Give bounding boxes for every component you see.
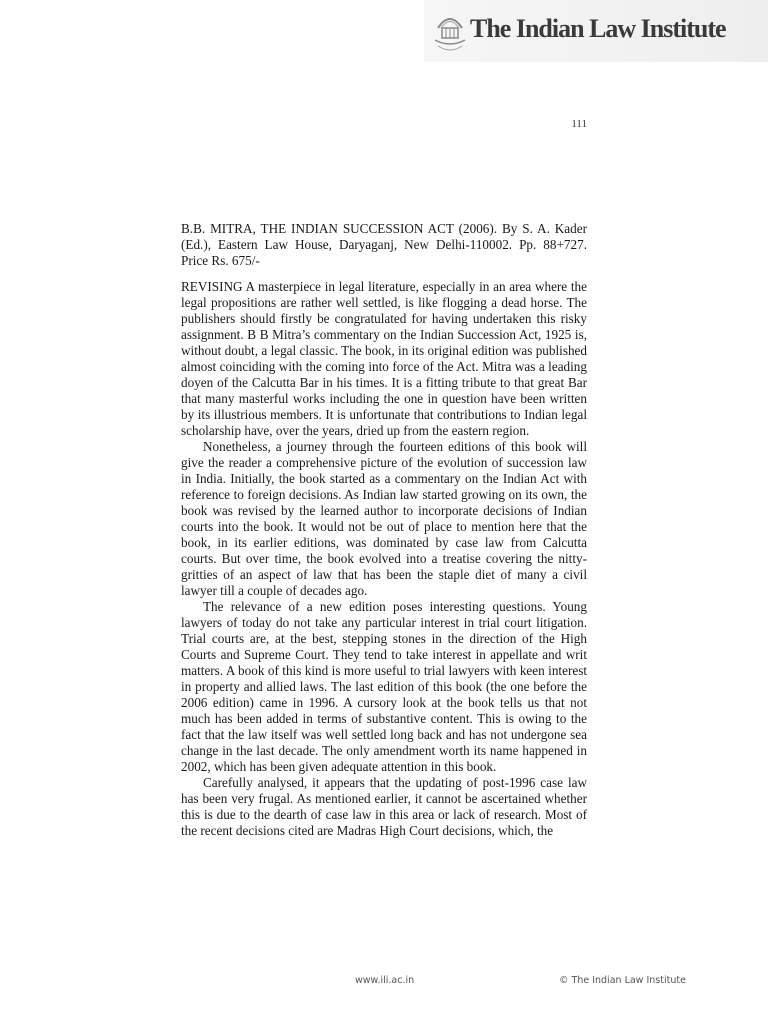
page-footer <box>0 975 768 991</box>
institute-name: The Indian Law Institute <box>470 14 726 43</box>
footer-copyright: © The Indian Law Institute <box>559 975 686 986</box>
book-citation: B.B. MITRA, THE INDIAN SUCCESSION ACT (2006). By S. A. Kader (Ed.), Eastern Law House, Daryaganj, New Delhi-110002. Pp. 88+727. Price Rs. 675/- <box>181 221 587 268</box>
institute-emblem-icon <box>430 2 470 58</box>
review-paragraph: REVISING A masterpiece in legal literature, especially in an area where the legal propositions are rather well settled, is like flogging a dead horse. The publishers should firstly be congratulated for having undertaken this risky assignment. B B Mitra’s commentary on the Indian Succession Act, 1925 is, without doubt, a legal classic. The book, in its original edition was published almost coinciding with the coming into force of the Act. Mitra was a leading doyen of the Calcutta Bar in his times. It is a fitting tribute to that great Bar that many masterful works including the one in question have been written by its illustrious members. It is unfortunate that contributions to Indian legal scholarship have, over the years, dried up from the eastern region. <box>181 279 587 438</box>
page-number: 111 <box>571 118 587 130</box>
review-body <box>181 221 587 839</box>
footer-url: www.ili.ac.in <box>355 975 415 986</box>
review-paragraph: The relevance of a new edition poses interesting questions. Young lawyers of today do not take any particular interest in trial court litigation. Trial courts are, at the best, stepping stones in the direction of the High Courts and Supreme Court. They tend to take interest in appellate and writ matters. A book of this kind is more useful to trial lawyers with keen interest in property and allied laws. The last edition of this book (the one before the 2006 edition) came in 1996. A cursory look at the book tells us that not much has been added in terms of substantive content. This is owing to the fact that the law itself was well settled long back and has not undergone sea change in the last decade. The only amendment worth its name happened in 2002, which has been given adequate attention in this book. <box>181 599 587 774</box>
watermark-header <box>424 0 768 62</box>
review-paragraph: Carefully analysed, it appears that the updating of post-1996 case law has been very frugal. As mentioned earlier, it cannot be ascertained whether this is due to the dearth of case law in this area or lack of research. Most of the recent decisions cited are Madras High Court decisions, which, the <box>181 775 587 838</box>
review-paragraph: Nonetheless, a journey through the fourteen editions of this book will give the reader a comprehensive picture of the evolution of succession law in India. Initially, the book started as a commentary on the Indian Act with reference to foreign decisions. As Indian law started growing on its own, the book was revised by the learned author to incorporate decisions of Indian courts into the book. It would not be out of place to mention here that the book, in its earlier editions, was dominated by case law from Calcutta courts. But over time, the book evolved into a treatise covering the nitty-gritties of an aspect of law that has been the staple diet of many a civil lawyer till a couple of decades ago. <box>181 439 587 598</box>
